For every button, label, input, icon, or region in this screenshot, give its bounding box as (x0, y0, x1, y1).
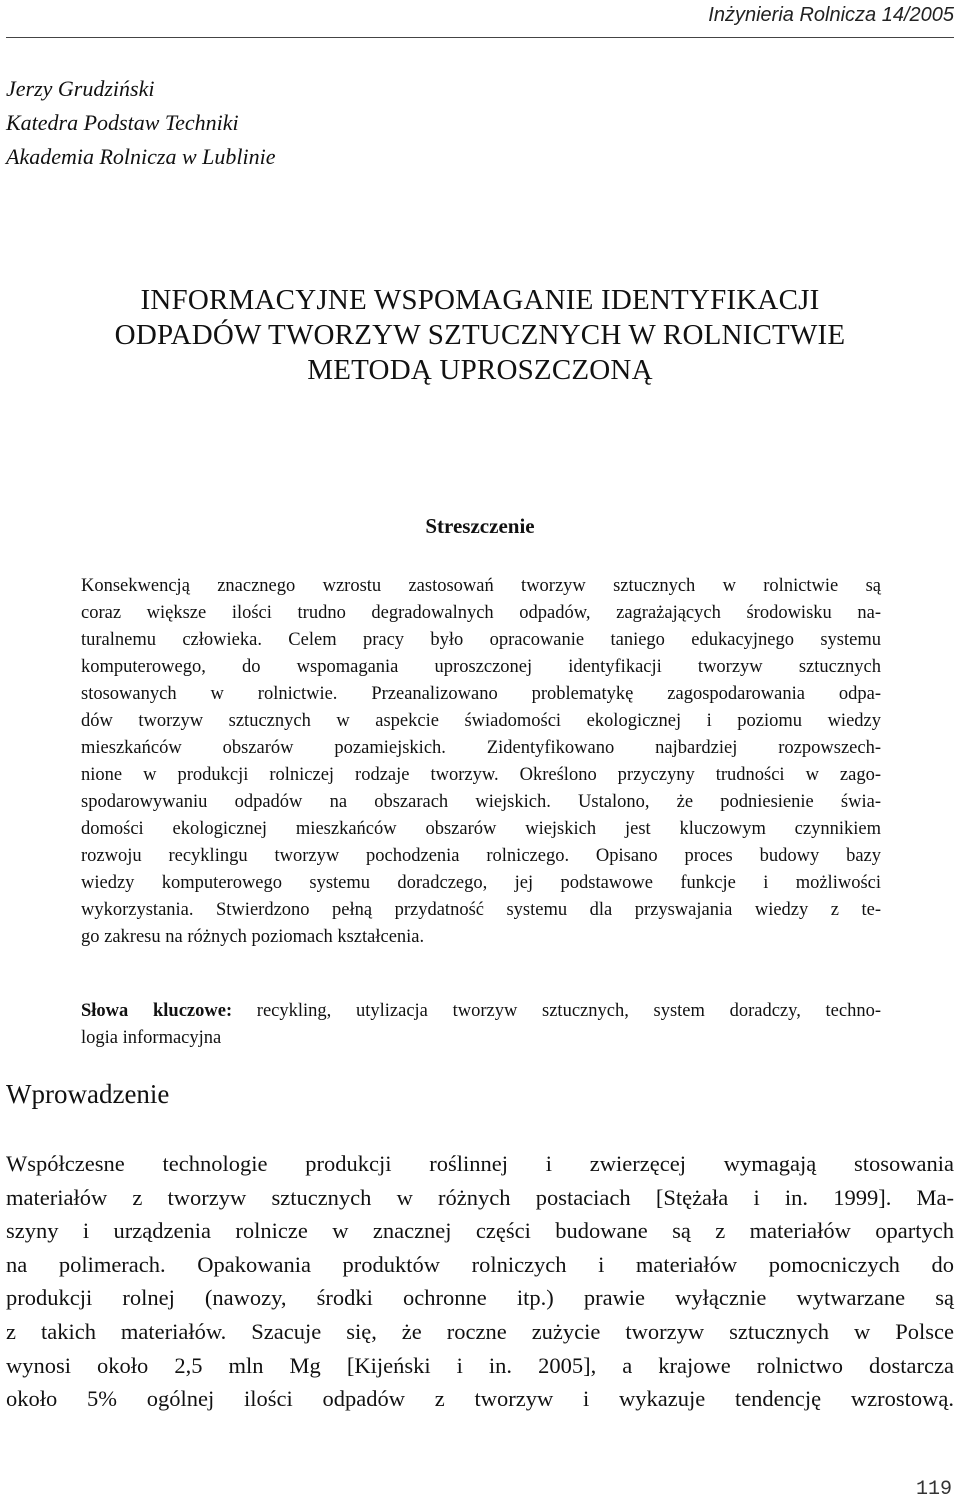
body-line: Współczesne technologie produkcji roślinnej i zwierzęcej wymagają stosowania (6, 1151, 954, 1176)
abstract-line: spodarowywaniu odpadów na obszarach wiejskich. Ustalono, że podniesienie świa- (81, 792, 881, 812)
abstract-line: rozwoju recyklingu tworzyw pochodzenia rolniczego. Opisano proces budowy bazy (81, 846, 881, 866)
abstract-line: domości ekologicznej mieszkańców obszarów wiejskich jest kluczowym czynnikiem (81, 819, 881, 839)
title-line: INFORMACYJNE WSPOMAGANIE IDENTYFIKACJI (140, 284, 820, 316)
abstract-heading: Streszczenie (425, 514, 535, 538)
section-heading: Wprowadzenie (6, 1079, 170, 1109)
keywords (81, 998, 881, 1052)
body-line: materiałów z tworzyw sztucznych w różnych postaciach [Stężała i in. 1999]. Ma- (6, 1184, 954, 1210)
body-line: na polimerach. Opakowania produktów rolniczych i materiałów pomocniczych do (6, 1251, 954, 1277)
abstract-line: wiedzy komputerowego systemu doradczego, jej podstawowe funkcje i możliwości (81, 873, 881, 893)
journal-header: Inżynieria Rolnicza 14/2005 (708, 4, 954, 26)
abstract-line: Konsekwencją znacznego wzrostu zastosowań tworzyw sztucznych w rolnictwie są (81, 576, 881, 596)
body-line: produkcji rolnej (nawozy, środki ochronne itp.) prawie wyłącznie wytwarzane są (6, 1285, 954, 1311)
author-name: Jerzy Grudziński (6, 76, 155, 101)
title-line: ODPADÓW TWORZYW SZTUCZNYCH W ROLNICTWIE (114, 319, 846, 351)
introduction-body (6, 1147, 954, 1416)
paper-title (0, 283, 960, 388)
body-line: około 5% ogólnej ilości odpadów z tworzyw i wykazuje tendencję wzrostową. (6, 1386, 954, 1412)
page-number: 119 (915, 1478, 952, 1501)
abstract-body (81, 573, 881, 951)
title-line: METODĄ UPROSZCZONĄ (307, 354, 653, 386)
abstract-line: mieszkańców obszarów pozamiejskich. Zidentyfikowano najbardziej rozpowszech- (81, 738, 881, 758)
abstract-line: go zakresu na różnych poziomach kształcenia. (81, 927, 425, 947)
keywords-line: logia informacyjna (81, 1028, 222, 1048)
author-institution: Akademia Rolnicza w Lublinie (6, 144, 276, 169)
abstract-line: stosowanych w rolnictwie. Przeanalizowano problematykę zagospodarowania odpa- (81, 684, 881, 704)
abstract-line: coraz większe ilości trudno degradowalnych odpadów, zagrażających środowisku na- (81, 603, 881, 623)
abstract-line: wykorzystania. Stwierdzono pełną przydatność systemu dla przyswajania wiedzy z te- (81, 900, 881, 920)
abstract-line: dów tworzyw sztucznych w aspekcie świadomości ekologicznej i poziomu wiedzy (81, 711, 881, 731)
header-rule (6, 37, 954, 38)
body-line: szyny i urządzenia rolnicze w znacznej części budowane są z materiałów opartych (6, 1218, 954, 1244)
abstract-line: komputerowego, do wspomagania uproszczonej identyfikacji tworzyw sztucznych (81, 657, 881, 677)
keywords-line (81, 998, 881, 1025)
abstract-line: turalnemu człowieka. Celem pracy było opracowanie taniego edukacyjnego systemu (81, 630, 881, 650)
keywords-text: recykling, utylizacja tworzyw sztucznych, system doradczy, techno- (232, 1001, 881, 1021)
author-block (6, 72, 275, 174)
body-line: z takich materiałów. Szacuje się, że roczne zużycie tworzyw sztucznych w Polsce (6, 1318, 954, 1344)
abstract-line: nione w produkcji rolniczej rodzaje tworzyw. Określono przyczyny trudności w zago- (81, 765, 881, 785)
body-line: wynosi około 2,5 mln Mg [Kijeński i in. 2005], a krajowe rolnictwo dostarcza (6, 1352, 954, 1378)
author-department: Katedra Podstaw Techniki (6, 110, 239, 135)
keywords-label: Słowa kluczowe: (81, 1001, 233, 1021)
